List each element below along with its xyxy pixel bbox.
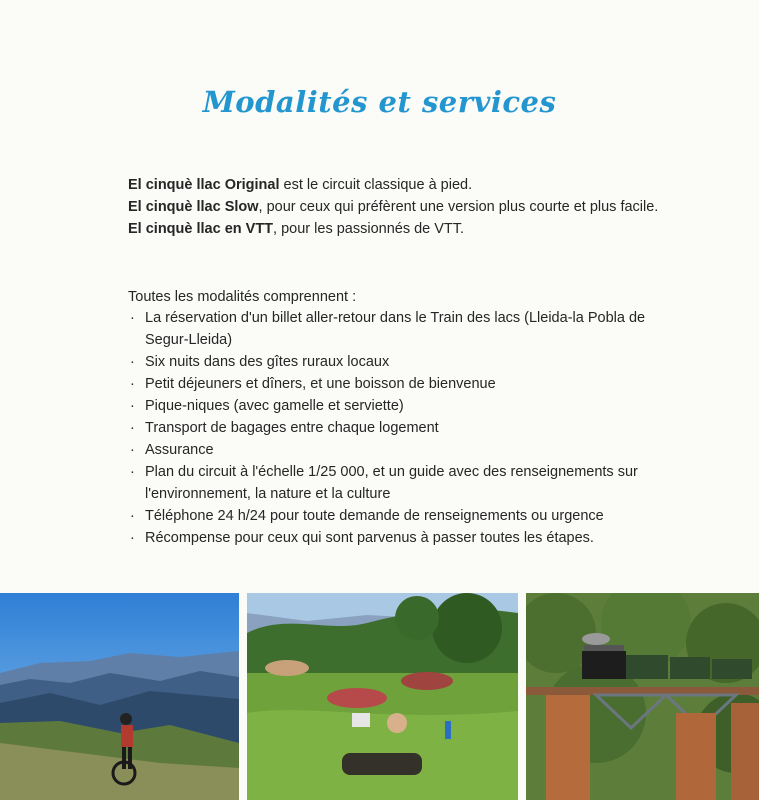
list-item-text: Plan du circuit à l'échelle 1/25 000, et un guide avec des renseignements sur l'environnement, la nature et la culture xyxy=(145,464,638,502)
bullet-marker: · xyxy=(130,464,135,480)
modality-name: El cinquè llac Slow xyxy=(128,199,259,215)
list-item-text: Six nuits dans des gîtes ruraux locaux xyxy=(145,354,390,370)
bullet-marker: · xyxy=(130,354,135,370)
modality-description: est le circuit classique à pied. xyxy=(279,177,473,193)
train-viaduct-image xyxy=(526,593,759,800)
list-item-text: Petit déjeuners et dîners, et une boisson de bienvenue xyxy=(145,376,496,392)
page-title: Modalités et services xyxy=(202,85,557,120)
list-item xyxy=(128,351,668,373)
bullet-marker: · xyxy=(130,398,135,414)
list-item-text: Assurance xyxy=(145,442,214,458)
list-item-text: Téléphone 24 h/24 pour toute demande de renseignements ou urgence xyxy=(145,508,604,524)
bullet-marker: · xyxy=(130,310,135,326)
mountain-biker-image xyxy=(0,593,239,800)
modality-slow xyxy=(128,196,668,218)
includes-heading: Toutes les modalités comprennent : xyxy=(128,289,357,305)
bullet-marker: · xyxy=(130,442,135,458)
list-item xyxy=(128,307,668,351)
list-item xyxy=(128,417,668,439)
photo-mountain-biker xyxy=(0,593,239,800)
list-item xyxy=(128,527,668,549)
list-item-text: Transport de bagages entre chaque logement xyxy=(145,420,439,436)
bullet-marker: · xyxy=(130,530,135,546)
list-item xyxy=(128,373,668,395)
modality-original xyxy=(128,174,668,196)
photo-hikers-resting xyxy=(247,593,518,800)
modalities-intro xyxy=(128,174,668,240)
list-item-text: Récompense pour ceux qui sont parvenus à passer toutes les étapes. xyxy=(145,530,594,546)
list-item xyxy=(128,395,668,417)
list-item-text: La réservation d'un billet aller-retour dans le Train des lacs (Lleida-la Pobla de Segur-Lleida) xyxy=(145,310,646,348)
bullet-marker: · xyxy=(130,376,135,392)
bullet-marker: · xyxy=(130,508,135,524)
hikers-resting-image xyxy=(247,593,518,800)
modality-description: , pour les passionnés de VTT. xyxy=(273,221,465,237)
modality-vtt xyxy=(128,218,668,240)
modality-name: El cinquè llac Original xyxy=(128,177,280,193)
photo-train-viaduct xyxy=(526,593,759,800)
list-item xyxy=(128,505,668,527)
bullet-marker: · xyxy=(130,420,135,436)
modality-name: El cinquè llac en VTT xyxy=(128,221,274,237)
modality-description: , pour ceux qui préfèrent une version plus courte et plus facile. xyxy=(258,199,659,215)
list-item xyxy=(128,461,668,505)
includes-list xyxy=(128,307,668,549)
list-item xyxy=(128,439,668,461)
list-item-text: Pique-niques (avec gamelle et serviette) xyxy=(145,398,404,414)
